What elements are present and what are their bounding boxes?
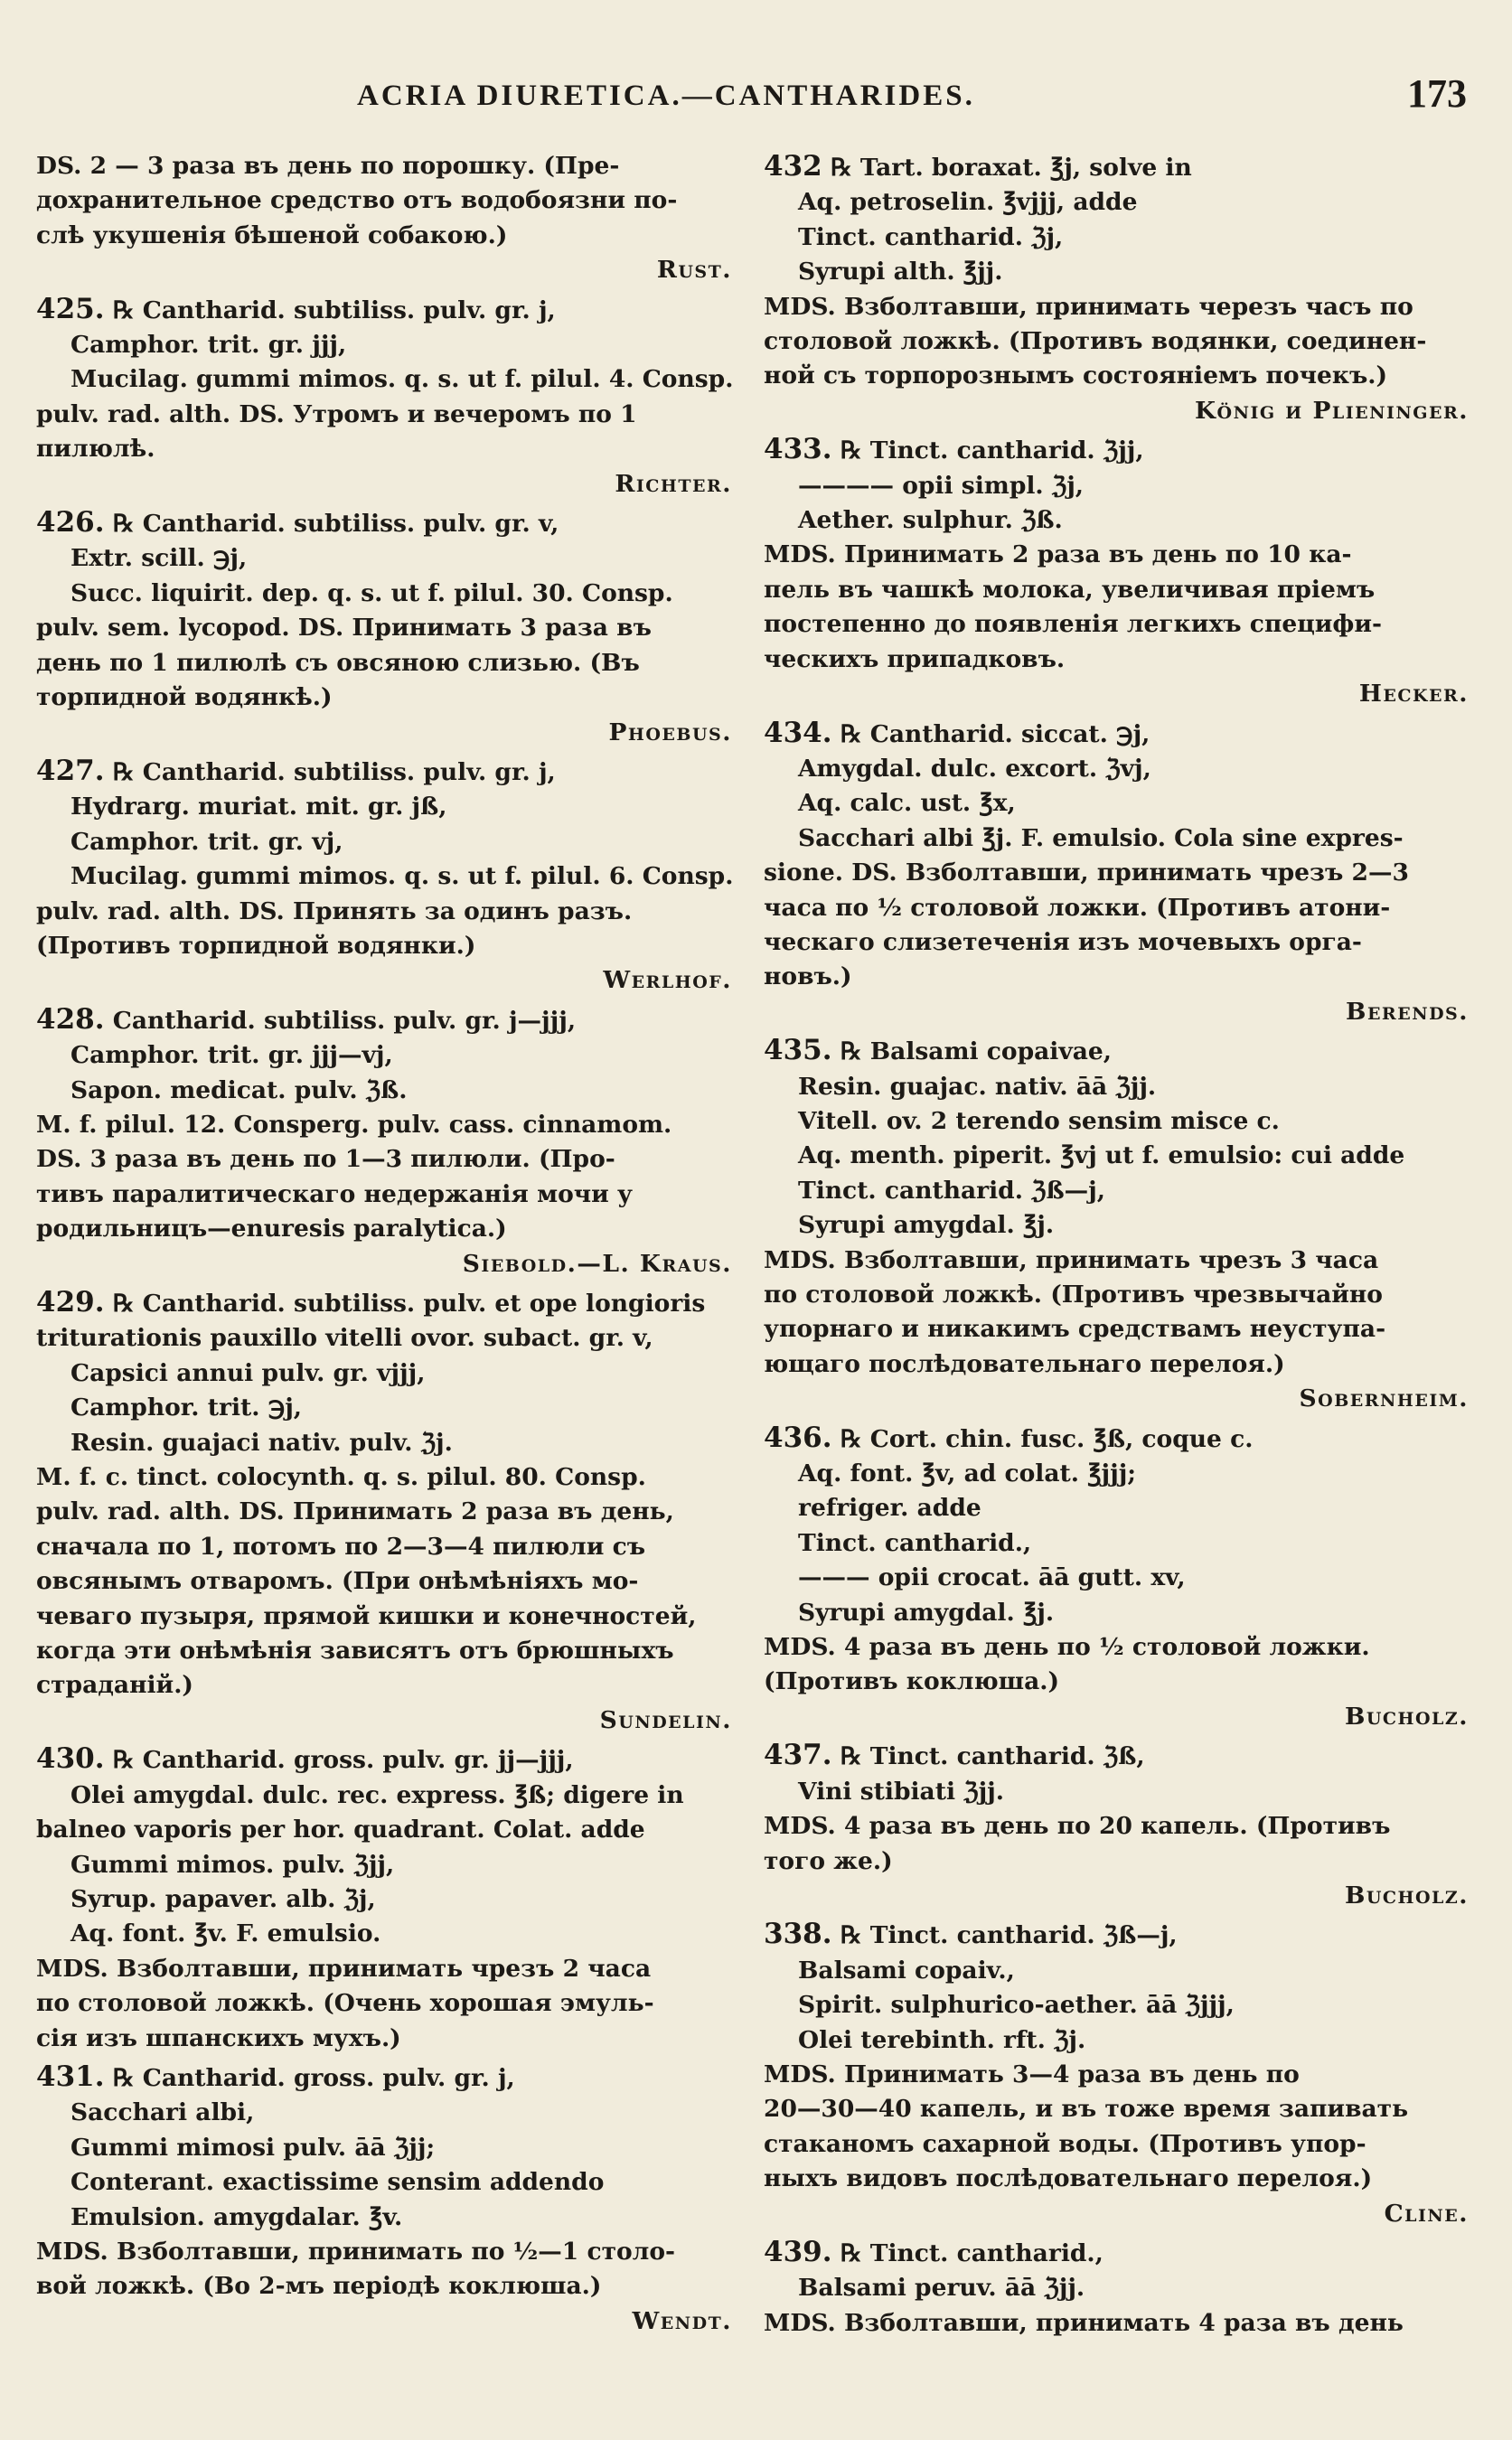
page-header <box>357 70 1467 125</box>
text-line: Vitell. ov. 2 terendo sensim misce c. <box>798 1106 1280 1135</box>
text-line: Resin. guajaci nativ. pulv. ℨj. <box>70 1428 453 1457</box>
author-attribution: Rust. <box>656 256 732 285</box>
prescription-block <box>764 432 1478 711</box>
text-line: ныхъ видовъ послѣдовательнаго перелоя.) <box>764 2164 1373 2193</box>
text-line: Aq. font. ℥v, ad colat. ℥jjj; <box>798 1459 1137 1488</box>
text-line: M. f. c. tinct. colocynth. q. s. pilul. 80. Consp. <box>36 1463 646 1492</box>
text-line: Sapon. medicat. pulv. ℨß. <box>70 1075 408 1104</box>
author-attribution: Siebold.—L. Kraus. <box>462 1249 732 1278</box>
text-line: (Противъ торпидной водянки.) <box>36 931 476 960</box>
text-line: balneo vaporis per hor. quadrant. Colat. adde <box>36 1816 645 1844</box>
text-line: ———— opii simpl. ℨj, <box>798 471 1085 500</box>
text-line: тивъ паралитическаго недержанія мочи у <box>36 1179 634 1208</box>
text-line: страданій.) <box>36 1671 193 1700</box>
running-title: ACRIA DIURETICA.—CANTHARIDES. <box>357 80 975 112</box>
text-line: Gummi mimos. pulv. ℨjj, <box>70 1850 395 1879</box>
author-attribution: Bucholz. <box>1344 1881 1469 1910</box>
text-line: Gummi mimosi pulv. āā ℨjj; <box>70 2133 436 2162</box>
text-line: Hydrarg. muriat. mit. gr. jß, <box>70 793 447 821</box>
prescription-block <box>36 505 741 750</box>
text-line: MDS. 4 раза въ день по ½ столовой ложки. <box>764 1633 1370 1662</box>
text-line: день по 1 пилюлѣ съ овсяною слизью. (Въ <box>36 648 640 677</box>
text-line: 430. ℞ Cantharid. gross. pulv. gr. jj—jjj, <box>36 1742 574 1776</box>
right-column <box>764 149 1478 2344</box>
text-line: 338. ℞ Tinct. cantharid. ℨß—j, <box>764 1918 1178 1951</box>
author-attribution: Phoebus. <box>608 718 732 746</box>
author-attribution: Sobernheim. <box>1299 1384 1469 1413</box>
text-line: pulv. sem. lycopod. DS. Принимать 3 раза въ <box>36 614 652 643</box>
text-line: MDS. Взболтавши, принимать по ½—1 столо- <box>36 2237 676 2266</box>
text-line: вой ложкѣ. (Во 2-мъ періодѣ коклюша.) <box>36 2272 602 2301</box>
text-line: 433. ℞ Tinct. cantharid. ℨjj, <box>764 433 1144 466</box>
prescription-block <box>36 1285 741 1738</box>
text-line: ческихъ припадковъ. <box>764 644 1066 673</box>
left-column <box>36 149 741 2342</box>
text-line: ной съ торпорознымъ состояніемъ почекъ.) <box>764 361 1388 390</box>
text-line: 435. ℞ Balsami copaivae, <box>764 1034 1113 1067</box>
page-number: 173 <box>1407 71 1467 116</box>
text-line: 436. ℞ Cort. chin. fusc. ℥ß, coque c. <box>764 1421 1254 1454</box>
text-line: Sacchari albi ℥j. F. emulsio. Cola sine expres- <box>798 823 1404 852</box>
text-line: 427. ℞ Cantharid. subtiliss. pulv. gr. j, <box>36 754 556 787</box>
text-line: MDS. Принимать 3—4 раза въ день по <box>764 2060 1300 2088</box>
text-line: 428. Cantharid. subtiliss. pulv. gr. j—jjj, <box>36 1002 577 1036</box>
text-line: Mucilag. gummi mimos. q. s. ut f. pilul. 4. Consp. <box>70 365 734 394</box>
author-attribution: Richter. <box>615 469 732 498</box>
text-line: Vini stibiati ℨjj. <box>798 1777 1004 1806</box>
text-line: 426. ℞ Cantharid. subtiliss. pulv. gr. v, <box>36 506 559 540</box>
text-line: 431. ℞ Cantharid. gross. pulv. gr. j, <box>36 2060 515 2093</box>
text-line: Syrupi amygdal. ℥j. <box>798 1211 1055 1240</box>
text-line: Balsami peruv. āā ℨjj. <box>798 2274 1085 2303</box>
text-line: Olei amygdal. dulc. rec. express. ℥ß; digere in <box>70 1780 684 1809</box>
text-line: Conterant. exactissime sensim addendo <box>70 2168 605 2197</box>
text-line: MDS. Взболтавши, принимать 4 раза въ день <box>764 2308 1404 2337</box>
author-attribution: Hecker. <box>1358 680 1469 709</box>
text-line: дохранительное средство отъ водобоязни по- <box>36 186 678 215</box>
text-line: Capsici annui pulv. gr. vjjj, <box>70 1358 426 1387</box>
text-line: 439. ℞ Tinct. cantharid., <box>764 2235 1103 2268</box>
text-line: 429. ℞ Cantharid. subtiliss. pulv. et ope longioris <box>36 1286 706 1319</box>
text-line: Tinct. cantharid. ℨß—j, <box>798 1176 1105 1205</box>
text-line: Tinct. cantharid. ℨj, <box>798 222 1064 251</box>
prescription-block <box>36 292 741 502</box>
text-line: Spirit. sulphurico-aether. āā ℨjjj, <box>798 1991 1235 2020</box>
prescription-block <box>36 149 741 288</box>
text-line: Aether. sulphur. ℨß. <box>798 506 1063 535</box>
text-line: столовой ложкѣ. (Противъ водянки, соединен- <box>764 327 1427 356</box>
text-line: упорнаго и никакимъ средствамъ неуступа- <box>764 1315 1386 1344</box>
text-line: Mucilag. gummi mimos. q. s. ut f. pilul. 6. Consp. <box>70 862 734 891</box>
text-line: (Противъ коклюша.) <box>764 1667 1060 1696</box>
prescription-block <box>764 1917 1478 2231</box>
text-line: 425. ℞ Cantharid. subtiliss. pulv. gr. j, <box>36 292 556 325</box>
text-line: Succ. liquirit. dep. q. s. ut f. pilul. 30. Consp. <box>70 578 673 607</box>
text-line: пилюлѣ. <box>36 435 155 464</box>
author-attribution: Bucholz. <box>1344 1702 1469 1731</box>
text-line: M. f. pilul. 12. Consperg. pulv. cass. cinnamom. <box>36 1110 672 1139</box>
text-line: родильницъ—enuresis paralytica.) <box>36 1215 507 1243</box>
text-line: ——— opii crocat. āā gutt. xv, <box>798 1563 1186 1592</box>
author-attribution: König и Plieninger. <box>1195 396 1469 425</box>
text-line: Syrupi amygdal. ℥j. <box>798 1598 1055 1627</box>
text-line: новъ.) <box>764 962 852 991</box>
text-line: Amygdal. dulc. excort. ℨvj, <box>798 754 1151 783</box>
text-line: по столовой ложкѣ. (Очень хорошая эмуль- <box>36 1989 654 2018</box>
text-line: стаканомъ сахарной воды. (Противъ упор- <box>764 2129 1366 2158</box>
text-line: MDS. 4 раза въ день по 20 капель. (Противъ <box>764 1812 1391 1841</box>
text-line: Aq. petroselin. ℥vjjj, adde <box>798 188 1138 217</box>
prescription-block <box>36 754 741 999</box>
text-line: MDS. Взболтавши, принимать чрезъ 2 часа <box>36 1954 652 1983</box>
text-line: пель въ чашкѣ молока, увеличивая пріемъ <box>764 575 1376 604</box>
text-line: Aq. font. ℥v. F. emulsio. <box>70 1919 381 1948</box>
author-attribution: Berends. <box>1346 997 1469 1026</box>
author-attribution: Werlhof. <box>603 966 732 995</box>
text-line: MDS. Взболтавши, принимать чрезъ 3 часа <box>764 1245 1379 1274</box>
text-line: pulv. rad. alth. DS. Принимать 2 раза въ день, <box>36 1497 674 1526</box>
text-line: DS. 3 раза въ день по 1—3 пилюли. (Про- <box>36 1145 615 1174</box>
text-line: MDS. Принимать 2 раза въ день по 10 ка- <box>764 540 1352 569</box>
author-attribution: Cline. <box>1384 2199 1469 2228</box>
text-line: Tinct. cantharid., <box>798 1528 1032 1557</box>
text-line: того же.) <box>764 1846 893 1875</box>
text-line: Aq. menth. piperit. ℥vj ut f. emulsio: cui adde <box>798 1141 1405 1170</box>
text-line: Resin. guajac. nativ. āā ℨjj. <box>798 1072 1157 1101</box>
text-line: Balsami copaiv., <box>798 1956 1015 1985</box>
text-line: Camphor. trit. gr. jjj—vj, <box>70 1041 393 1070</box>
text-line: Syrup. papaver. alb. ℨj, <box>70 1884 376 1913</box>
text-line: Extr. scill. ℈j, <box>70 544 248 573</box>
text-line: сначала по 1, потомъ по 2—3—4 пилюли съ <box>36 1532 646 1561</box>
prescription-block <box>36 2060 741 2339</box>
prescription-block <box>764 2235 1478 2341</box>
text-line: pulv. rad. alth. DS. Принять за одинъ разъ. <box>36 896 633 925</box>
text-line: когда эти онѣмѣнія зависятъ отъ брюшныхъ <box>36 1637 674 1666</box>
text-line: 20—30—40 капель, и въ тоже время запивать <box>764 2095 1409 2124</box>
text-line: часа по ½ столовой ложки. (Противъ атони- <box>764 893 1391 922</box>
author-attribution: Sundelin. <box>599 1705 732 1734</box>
text-line: сія изъ шпанскихъ мухъ.) <box>36 2023 401 2052</box>
text-line: овсянымъ отваромъ. (При онѣмѣніяхъ мо- <box>36 1567 639 1596</box>
text-line: Emulsion. amygdalar. ℥v. <box>70 2202 403 2231</box>
text-line: DS. 2 — 3 раза въ день по порошку. (Пре- <box>36 152 620 180</box>
prescription-block <box>36 1002 741 1281</box>
text-line: sione. DS. Взболтавши, принимать чрезъ 2—3 <box>764 859 1409 887</box>
prescription-block <box>764 716 1478 1030</box>
text-line: ющаго послѣдовательнаго перелоя.) <box>764 1349 1285 1378</box>
text-line: постепенно до появленія легкихъ специфи- <box>764 610 1382 639</box>
text-line: Syrupi alth. ℥jj. <box>798 258 1003 286</box>
text-line: 432 ℞ Tart. boraxat. ℥j, solve in <box>764 150 1192 183</box>
text-line: ческаго слизетеченія изъ мочевыхъ орга- <box>764 927 1362 956</box>
text-line: 434. ℞ Cantharid. siccat. ℈j, <box>764 716 1150 749</box>
text-line: pulv. rad. alth. DS. Утромъ и вечеромъ по 1 <box>36 399 637 428</box>
text-line: торпидной водянкѣ.) <box>36 683 333 712</box>
prescription-block <box>764 1421 1478 1735</box>
text-line: по столовой ложкѣ. (Противъ чрезвычайно <box>764 1281 1383 1309</box>
text-line: слѣ укушенія бѣшеной собакою.) <box>36 221 508 249</box>
author-attribution: Wendt. <box>632 2306 732 2335</box>
text-line: refriger. adde <box>798 1494 981 1523</box>
text-line: MDS. Взболтавши, принимать черезъ часъ по <box>764 292 1413 321</box>
prescription-block <box>764 1738 1478 1913</box>
text-line: 437. ℞ Tinct. cantharid. ℨß, <box>764 1739 1145 1772</box>
text-line: Olei terebinth. rft. ℨj. <box>798 2025 1086 2054</box>
prescription-block <box>36 1741 741 2056</box>
prescription-block <box>764 149 1478 428</box>
text-line: Aq. calc. ust. ℥x, <box>798 789 1016 818</box>
text-line: чеваго пузыря, прямой кишки и конечностей, <box>36 1601 697 1630</box>
text-line: triturationis pauxillo vitelli ovor. subact. gr. v, <box>36 1324 653 1353</box>
text-line: Camphor. trit. ℈j, <box>70 1394 303 1422</box>
text-line: Camphor. trit. gr. jjj, <box>70 331 347 360</box>
prescription-block <box>764 1033 1478 1416</box>
text-line: Camphor. trit. gr. vj, <box>70 827 343 856</box>
text-line: Sacchari albi, <box>70 2098 255 2127</box>
